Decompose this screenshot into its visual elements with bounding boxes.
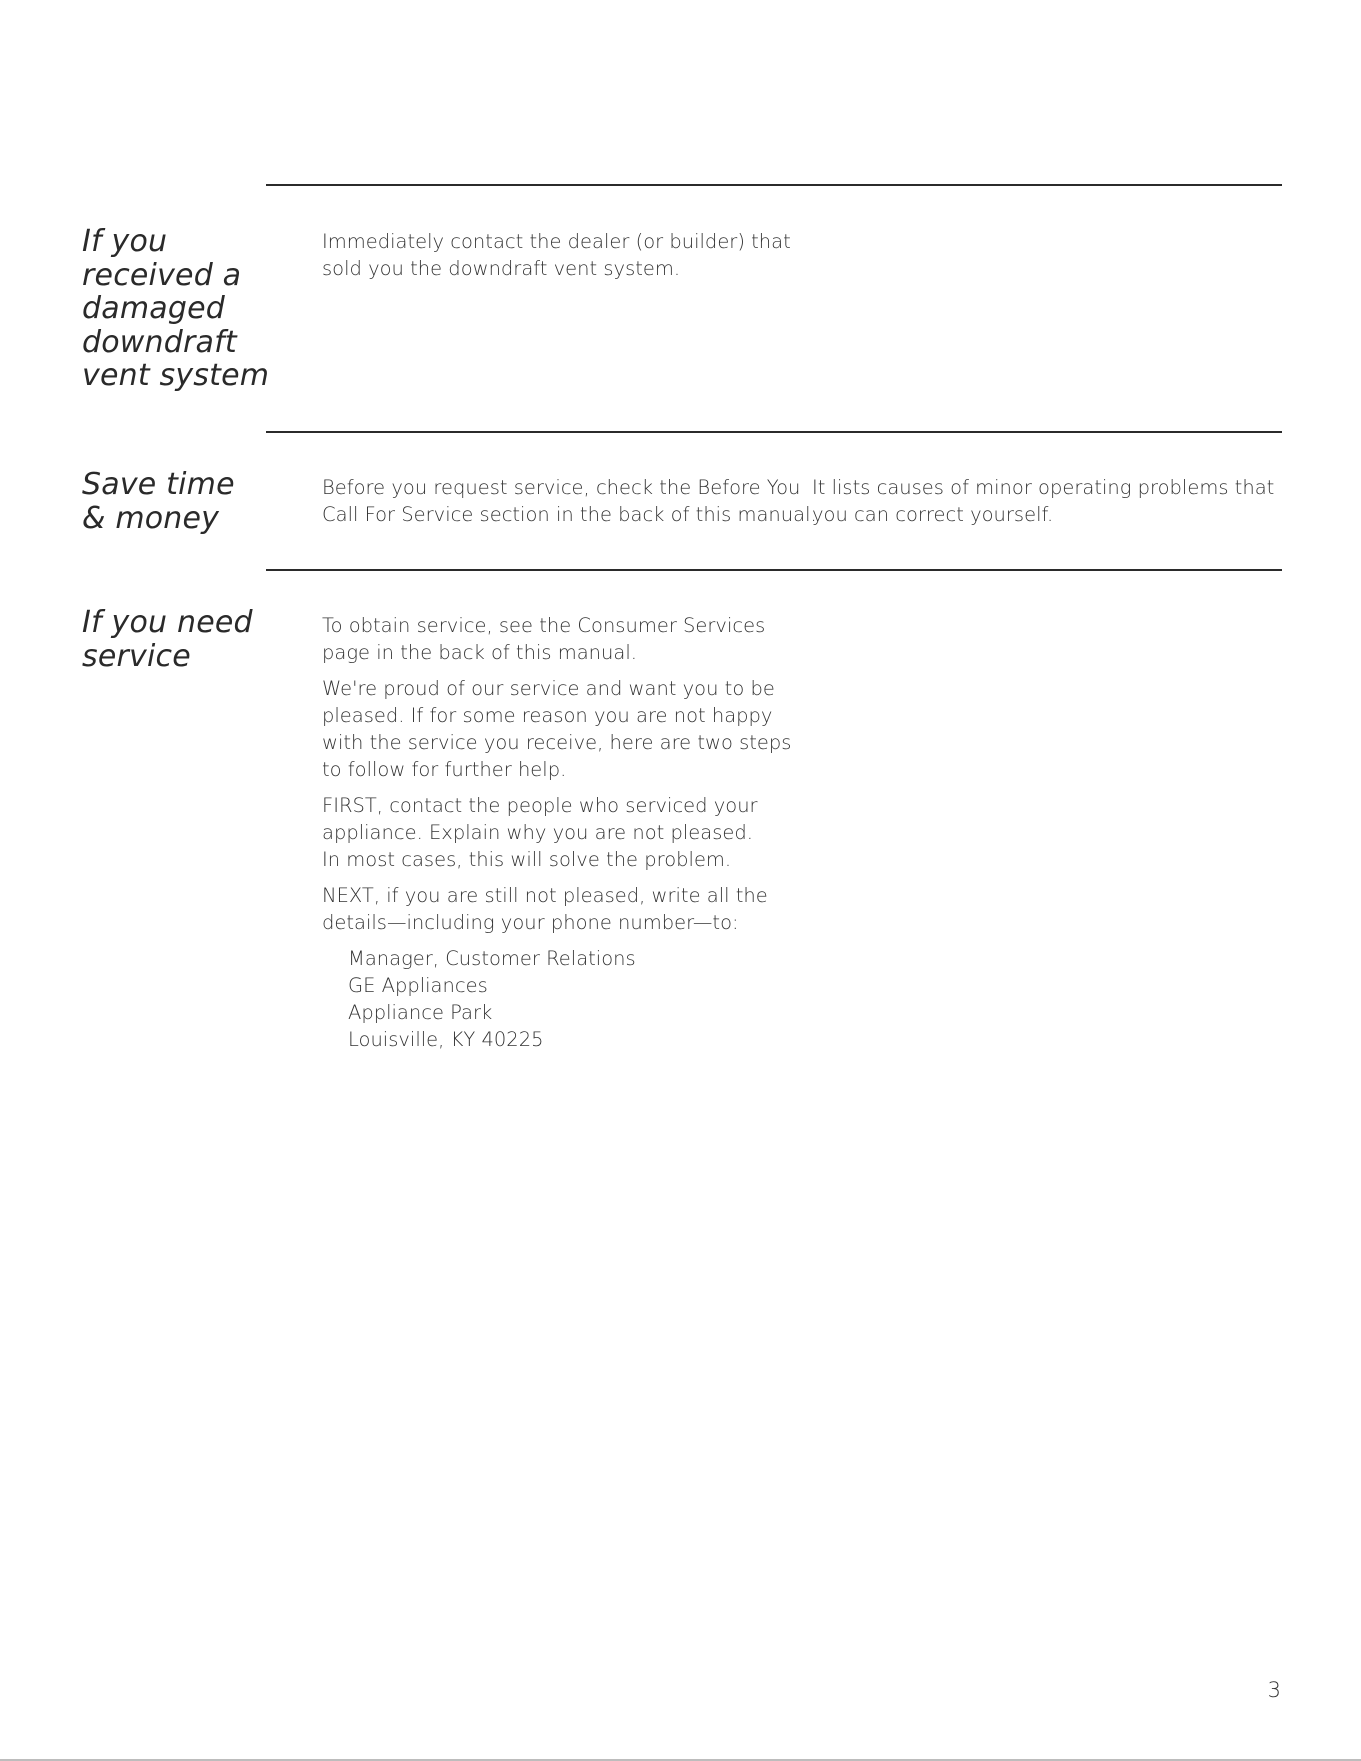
- text-line: NEXT, if you are still not pleased, write all the: [322, 884, 768, 907]
- save-time-column-2: [812, 474, 1274, 537]
- mailing-address: [322, 945, 791, 1053]
- heading-line: downdraft: [82, 324, 237, 360]
- heading-line: vent system: [82, 358, 270, 393]
- text-line: To obtain service, see the Consumer Services: [322, 614, 766, 637]
- text-line: FIRST, contact the people who serviced your: [322, 794, 758, 817]
- heading-save-time-money: [82, 468, 282, 535]
- address-line: Manager, Customer Relations: [348, 947, 636, 970]
- text-line: Call For Service section in the back of this manual.: [322, 503, 817, 526]
- text-line: with the service you receive, here are two steps: [322, 731, 792, 754]
- text-line: In most cases, this will solve the problem.: [322, 848, 732, 871]
- paragraph: [812, 474, 1274, 528]
- text-line: details—including your phone number—to:: [322, 911, 739, 934]
- address-line: Louisville, KY 40225: [348, 1028, 544, 1051]
- section-divider-lower: [266, 569, 1282, 571]
- heading-line: & money: [82, 500, 220, 536]
- page-number: 3: [1267, 1678, 1281, 1702]
- service-instructions: [322, 612, 791, 1062]
- heading-line: service: [82, 638, 191, 674]
- text-line: pleased. If for some reason you are not happy: [322, 704, 773, 727]
- text-line: It lists causes of minor operating problems that: [812, 476, 1275, 499]
- paragraph-next-step: [322, 882, 791, 936]
- section-divider-middle: [266, 431, 1282, 433]
- heading-line: If you: [82, 224, 168, 259]
- save-time-column-1: [322, 474, 817, 537]
- text-line: We're proud of our service and want you to be: [322, 677, 775, 700]
- text-line: Before you request service, check the Before You: [322, 476, 801, 499]
- paragraph-proud-of-service: [322, 675, 791, 783]
- section-divider-top: [266, 184, 1282, 186]
- text-line: page in the back of this manual.: [322, 641, 637, 664]
- paragraph-obtain-service: [322, 612, 791, 666]
- heading-line: damaged: [82, 291, 225, 326]
- heading-line: If you need: [82, 605, 253, 640]
- text-line: to follow for further help.: [322, 758, 567, 781]
- address-line: GE Appliances: [348, 974, 488, 997]
- paragraph-first-step: [322, 792, 791, 873]
- heading-damaged-vent-system: [82, 225, 282, 393]
- paragraph: [322, 228, 791, 282]
- text-line: Immediately contact the dealer (or builder) that: [322, 230, 791, 253]
- damaged-instructions: [322, 228, 791, 291]
- text-line: appliance. Explain why you are not pleased.: [322, 821, 753, 844]
- heading-if-you-need-service: [82, 606, 282, 673]
- text-line: sold you the downdraft vent system.: [322, 257, 681, 280]
- heading-line: Save time: [82, 467, 235, 502]
- address-line: Appliance Park: [348, 1001, 493, 1024]
- heading-line: received a: [82, 257, 242, 293]
- paragraph: [322, 474, 817, 528]
- text-line: you can correct yourself.: [812, 503, 1054, 526]
